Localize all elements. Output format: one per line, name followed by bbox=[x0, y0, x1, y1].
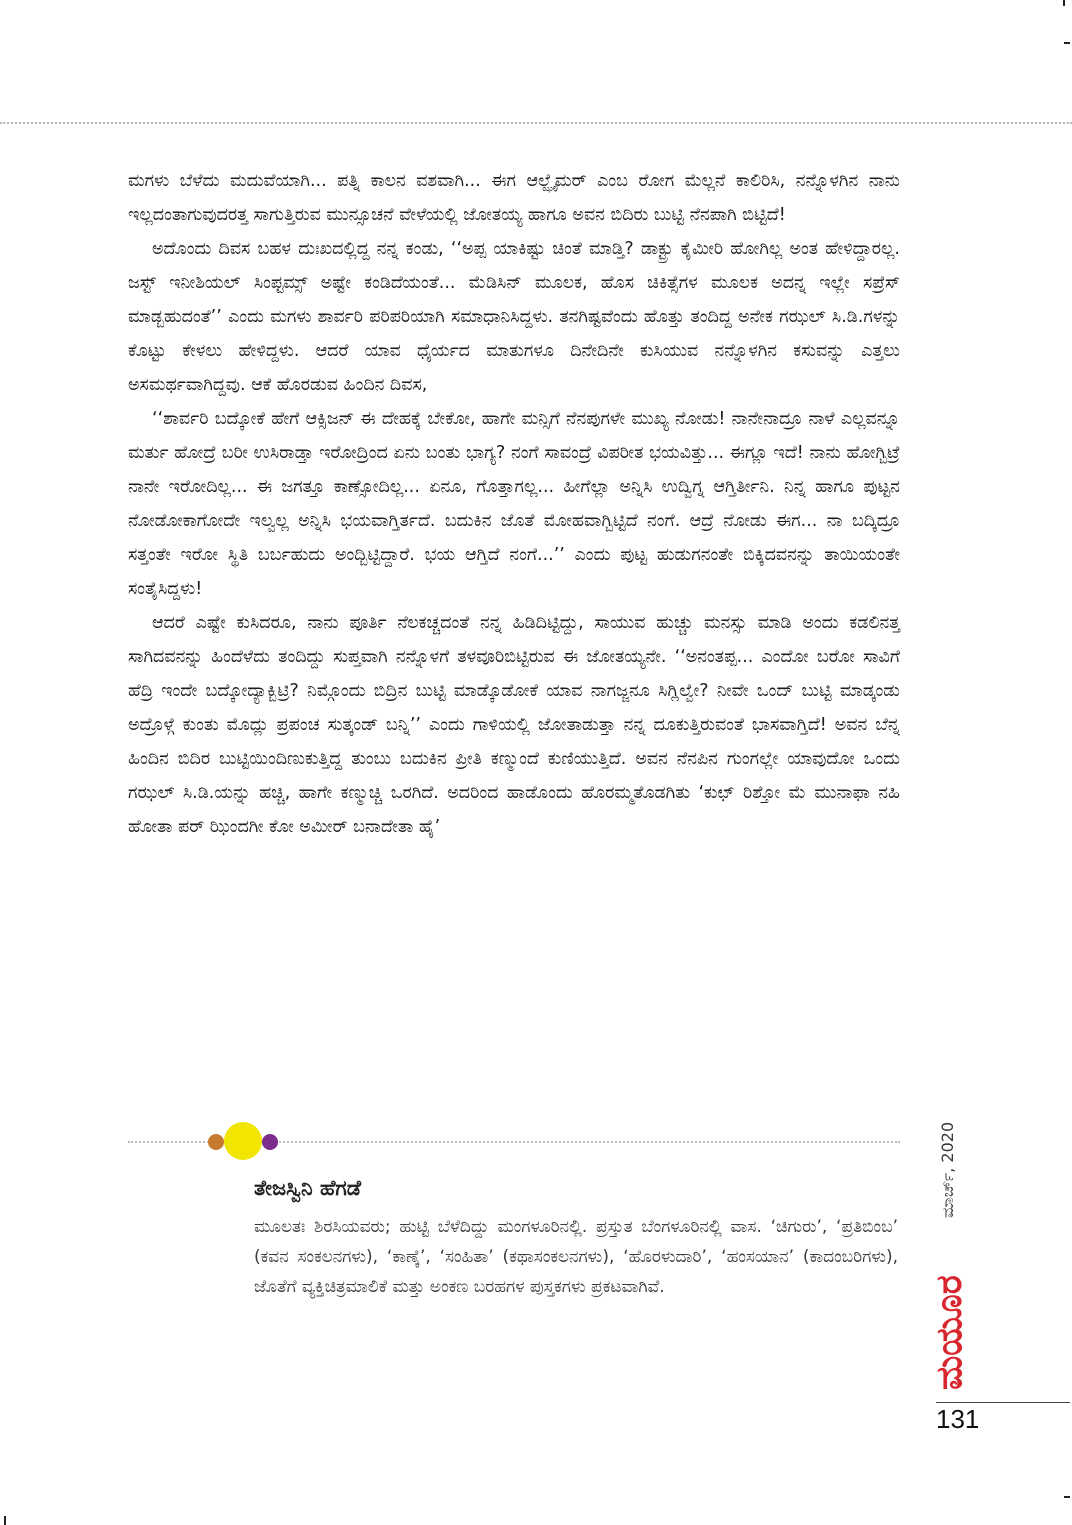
magazine-logo: ಮಯೂರ bbox=[929, 1275, 970, 1390]
crop-mark-right-upper bbox=[1064, 42, 1070, 44]
article-body bbox=[128, 164, 900, 844]
paragraph-1: ಮಗಳು ಬೆಳೆದು ಮದುವೆಯಾಗಿ... ಪತ್ನಿ ಕಾಲನ ವಶವಾಗಿ... ಈಗ ಆಲ್ಝೈಮರ್ ಎಂಬ ರೋಗ ಮೆಲ್ಲನೆ ಕಾಲಿರಿಸಿ, ನನ್ನೊಳಗಿನ ನಾನು ಇಲ್ಲದಂತಾಗುವುದರತ್ತ ಸಾಗುತ್ತಿರುವ ಮುನ್ಸೂಚನೆ ವೇಳೆಯಲ್ಲಿ ಜೋತಯ್ಯ ಹಾಗೂ ಅವನ ಬಿದಿರು ಬುಟ್ಟಿ ನೆನಪಾಗಿ ಬಿಟ್ಟಿದೆ! bbox=[128, 171, 900, 225]
crop-mark-right-lower bbox=[1064, 1496, 1070, 1498]
paragraph-4: ಆದರೆ ಎಷ್ಟೇ ಕುಸಿದರೂ, ನಾನು ಪೂರ್ತಿ ನೆಲಕಚ್ಚದಂತೆ ನನ್ನ ಹಿಡಿದಿಟ್ಟಿದ್ದು, ಸಾಯುವ ಹುಚ್ಚು ಮನಸ್ಸು ಮಾಡಿ ಅಂದು ಕಡಲಿನತ್ತ ಸಾಗಿದವನನ್ನು ಹಿಂದೆಳೆದು ತಂದಿದ್ದು ಸುಪ್ತವಾಗಿ ನನ್ನೊಳಗೆ ತಳವೂರಿಬಿಟ್ಟಿರುವ ಈ ಜೋತಯ್ಯನೇ. ‘‘ಅನಂತಪ್ಪ... ಎಂದೋ ಬರೋ ಸಾವಿಗೆ ಹೆದ್ರಿ ಇಂದೇ ಬದ್ಕೋದ್ಯಾಕ್ಬಿಟ್ರಿ? ನಿಮ್ಗೊಂದು ಬಿದ್ರಿನ ಬುಟ್ಟಿ ಮಾಡ್ಕೊಡೋಕೆ ಯಾವ ನಾಗಜ್ಜನೂ ಸಿಗ್ಲಿಲ್ವೇ? ನೀವೇ ಒಂದ್ ಬುಟ್ಟಿ ಮಾಡ್ಕಂಡು ಅದ್ರೊಳ್ಗೆ ಕುಂತು ಮೊದ್ಲು ಪ್ರಪಂಚ ಸುತ್ಕಂಡ್ ಬನ್ನಿ’’ ಎಂದು ಗಾಳಿಯಲ್ಲಿ ಜೋತಾಡುತ್ತಾ ನನ್ನ ದೂಕುತ್ತಿರುವಂತೆ ಭಾಸವಾಗ್ತಿದೆ! ಅವನ ಬೆನ್ನ ಹಿಂದಿನ ಬಿದಿರ ಬುಟ್ಟಿಯಿಂದಿಣುಕುತ್ತಿದ್ದ ತುಂಬು ಬದುಕಿನ ಪ್ರೀತಿ ಕಣ್ಮುಂದೆ ಕುಣಿಯುತ್ತಿದೆ. ಅವನ ನೆನಪಿನ ಗುಂಗಲ್ಲೇ ಯಾವುದೋ ಒಂದು ಗಝಲ್ ಸಿ.ಡಿ.ಯನ್ನು ಹಚ್ಚಿ, ಹಾಗೇ ಕಣ್ಮುಚ್ಚಿ ಒರಗಿದೆ. ಅದರಿಂದ ಹಾಡೊಂದು ಹೊರಮ್ಮತೊಡಗಿತು ‘ಕುಛ್ ರಿಶ್ತೋ ಮೆ ಮುನಾಫಾ ನಹಿ ಹೋತಾ ಪರ್ ಝಿಂದಗೀ ಕೋ ಅಮೀರ್ ಬನಾದೇತಾ ಹೈ’ bbox=[128, 613, 900, 837]
paragraph-2: ಅದೊಂದು ದಿವಸ ಬಹಳ ದುಃಖದಲ್ಲಿದ್ದ ನನ್ನ ಕಂಡು, ‘‘ಅಪ್ಪ ಯಾಕಿಷ್ಟು ಚಿಂತೆ ಮಾಡ್ತಿ? ಡಾಕ್ಟ್ರು ಕೈಮೀರಿ ಹೋಗಿಲ್ಲ ಅಂತ ಹೇಳಿದ್ದಾರಲ್ಲ. ಜಸ್ಟ್ ಇನೀಶಿಯಲ್ ಸಿಂಪ್ಟಮ್ಸ್ ಅಷ್ಟೇ ಕಂಡಿದೆಯಂತೆ... ಮೆಡಿಸಿನ್ ಮೂಲಕ, ಹೊಸ ಚಿಕಿತ್ಸೆಗಳ ಮೂಲಕ ಅದನ್ನ ಇಲ್ಲೇ ಸಪ್ರೆಸ್ ಮಾಡ್ಬಹುದಂತೆ’’ ಎಂದು ಮಗಳು ಶಾರ್ವರಿ ಪರಿಪರಿಯಾಗಿ ಸಮಾಧಾನಿಸಿದ್ದಳು. ತನಗಿಷ್ಟವೆಂದು ಹೊತ್ತು ತಂದಿದ್ದ ಅನೇಕ ಗಝಲ್ ಸಿ.ಡಿ.ಗಳನ್ನು ಕೊಟ್ಟು ಕೇಳಲು ಹೇಳಿದ್ದಳು. ಆದರೆ ಯಾವ ಧೈರ್ಯದ ಮಾತುಗಳೂ ದಿನೇದಿನೇ ಕುಸಿಯುವ ನನ್ನೊಳಗಿನ ಕಸುವನ್ನು ಎತ್ತಲು ಅಸಮರ್ಥವಾಗಿದ್ದವು. ಆಕೆ ಹೊರಡುವ ಹಿಂದಿನ ದಿವಸ, bbox=[128, 239, 900, 395]
crop-mark-top-right bbox=[1063, 0, 1065, 6]
crop-mark-bottom-left bbox=[4, 1516, 6, 1525]
paragraph-3: ‘‘ಶಾರ್ವರಿ ಬದ್ಕೋಕೆ ಹೇಗೆ ಆಕ್ಸಿಜನ್ ಈ ದೇಹಕ್ಕೆ ಬೇಕೋ, ಹಾಗೇ ಮನ್ಸಿಗೆ ನೆನಪುಗಳೇ ಮುಖ್ಯ ನೋಡು! ನಾನೇನಾದ್ರೂ ನಾಳೆ ಎಲ್ಲವನ್ನೂ ಮರ್ತು ಹೋದ್ರೆ ಬರೀ ಉಸಿರಾಡ್ತಾ ಇರೋದ್ರಿಂದ ಏನು ಬಂತು ಭಾಗ್ಯ? ನಂಗೆ ಸಾವಂದ್ರೆ ವಿಪರೀತ ಭಯವಿತ್ತು... ಈಗ್ಲೂ ಇದೆ! ನಾನು ಹೋಗ್ಬಿಟ್ರೆ ನಾನೇ ಇರೋದಿಲ್ಲ... ಈ ಜಗತ್ತೂ ಕಾಣ್ಸೋದಿಲ್ಲ... ಏನೂ, ಗೊತ್ತಾಗಲ್ಲ... ಹೀಗೆಲ್ಲಾ ಅನ್ನಿಸಿ ಉದ್ವಿಗ್ನ ಆಗ್ತಿರ್ತೀನಿ. ನಿನ್ನ ಹಾಗೂ ಪುಟ್ಟನ ನೋಡೋಕಾಗೋದೇ ಇಲ್ವಲ್ಲ ಅನ್ನಿಸಿ ಭಯವಾಗ್ತಿರ್ತದೆ. ಬದುಕಿನ ಜೊತೆ ಮೋಹವಾಗ್ಬಿಟ್ಟಿದೆ ನಂಗೆ. ಆದ್ರೆ ನೋಡು ಈಗ... ನಾ ಬದ್ಕಿದ್ರೂ ಸತ್ತಂತೇ ಇರೋ ಸ್ಥಿತಿ ಬರ್ಬಹುದು ಅಂದ್ಬಿಟ್ಟಿದ್ದಾರೆ. ಭಯ ಆಗ್ತಿದೆ ನಂಗೆ...’’ ಎಂದು ಪುಟ್ಟ ಹುಡುಗನಂತೇ ಬಿಕ್ಕಿದವನನ್ನು ತಾಯಿಯಂತೇ ಸಂತೈಸಿದ್ದಳು! bbox=[128, 409, 900, 599]
author-bio: ಮೂಲತಃ ಶಿರಸಿಯವರು; ಹುಟ್ಟಿ ಬೆಳೆದಿದ್ದು ಮಂಗಳೂರಿನಲ್ಲಿ. ಪ್ರಸ್ತುತ ಬೆಂಗಳೂರಿನಲ್ಲಿ ವಾಸ. ‘ಚಿಗುರು’, ‘ಪ್ರತಿಬಿಂಬ’ (ಕವನ ಸಂಕಲನಗಳು), ‘ಕಾಣ್ಕೆ’, ‘ಸಂಹಿತಾ’ (ಕಥಾಸಂಕಲನಗಳು), ‘ಹೊರಳುದಾರಿ’, ‘ಹಂಸಯಾನ’ (ಕಾದಂಬರಿಗಳು), ಜೊತೆಗೆ ವ್ಯಕ್ತಿಚಿತ್ರಮಾಲಿಕೆ ಮತ್ತು ಅಂಕಣ ಬರಹಗಳ ಪುಸ್ತಕಗಳು ಪ್ರಕಟವಾಗಿವೆ. bbox=[254, 1217, 898, 1297]
orange-dot-ornament bbox=[208, 1134, 224, 1150]
yellow-dot-ornament bbox=[224, 1122, 262, 1160]
author-name: ತೇಜಸ್ವಿನಿ ಹೆಗಡೆ bbox=[254, 1176, 361, 1200]
issue-date: ಮಾರ್ಚ್, 2020 bbox=[938, 1121, 957, 1218]
purple-dot-ornament bbox=[262, 1134, 278, 1150]
page-number-rule bbox=[936, 1402, 1070, 1403]
header-dotted-rule bbox=[0, 122, 1072, 124]
author-separator bbox=[128, 1130, 900, 1154]
page-number: 131 bbox=[936, 1404, 980, 1434]
